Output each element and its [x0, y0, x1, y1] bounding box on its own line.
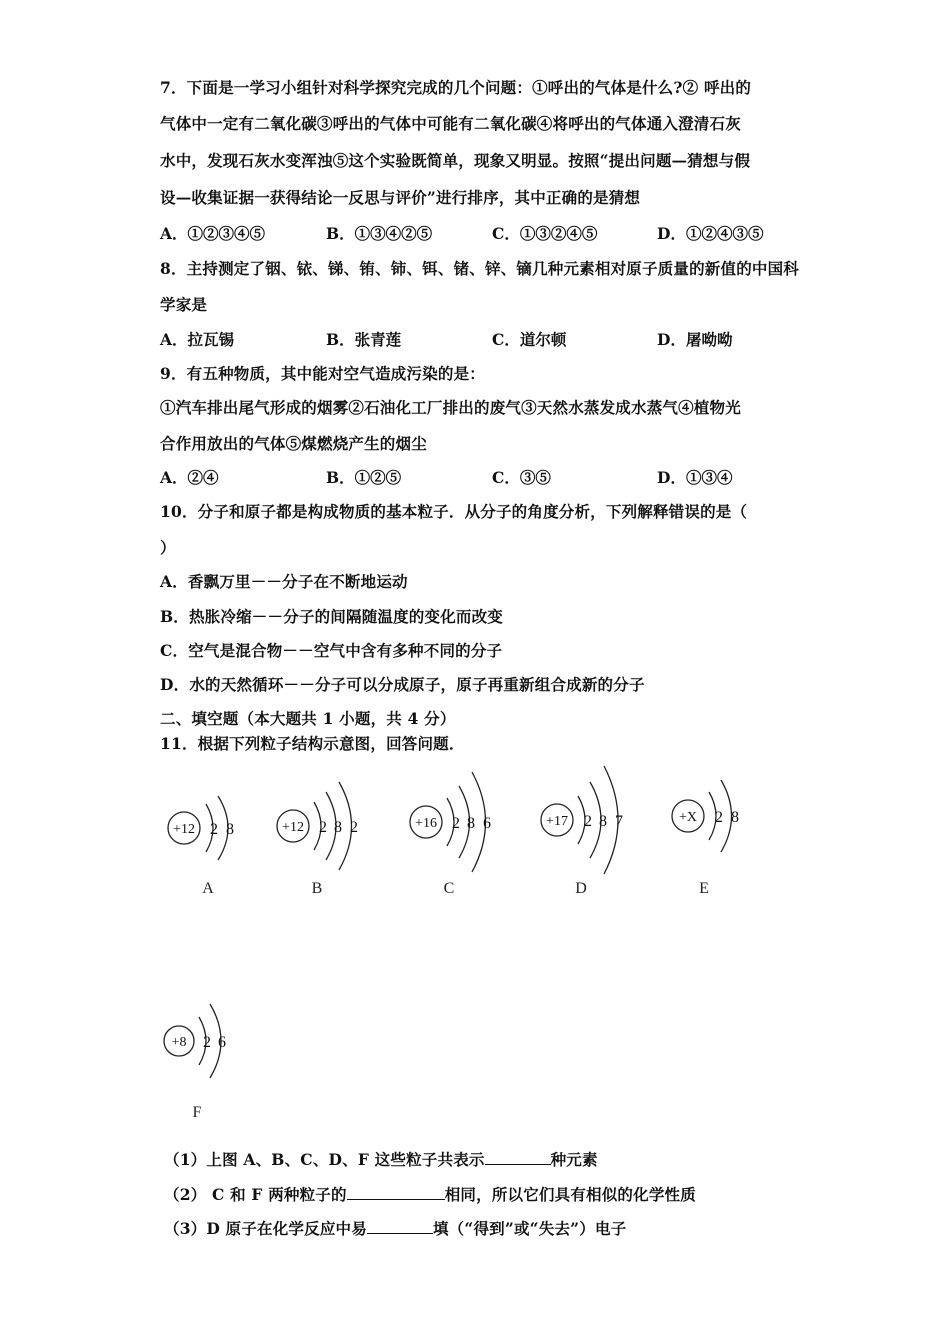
q7-line-2: 气体中一定有二氧化碳③呼出的气体中可能有二氧化碳④将呼出的气体通入澄清石灰 [160, 114, 741, 133]
q11-sub-1 [164, 1148, 598, 1170]
q11-sub-3 [164, 1217, 626, 1239]
atom-diagram-c [410, 772, 491, 897]
electrons-c-3: 6 [483, 815, 491, 832]
q7-option-d: D．①②④③⑤ [657, 224, 764, 243]
electrons-b-2: 8 [334, 819, 342, 836]
nucleus-f: +8 [171, 1035, 187, 1050]
label-e: E [699, 880, 709, 897]
atom-structure-diagrams [150, 760, 790, 1140]
electrons-d-1: 2 [584, 813, 592, 830]
label-c: C [443, 880, 455, 897]
q7-line-4: 设—收集证据一获得结论一反思与评价”进行排序，其中正确的是猜想 [160, 188, 641, 207]
q8-line-1: 8．主持测定了铟、铱、锑、铕、铈、铒、锗、锌、镝几种元素相对原子质量的新值的中国科 [160, 259, 799, 278]
electrons-e-1: 2 [715, 809, 723, 826]
electrons-f-2: 6 [218, 1034, 226, 1051]
electrons-d-2: 8 [599, 813, 607, 830]
q10-option-b: B．热胀冷缩－－分子的间隔随温度的变化而改变 [160, 607, 504, 626]
q9-option-c: C．③⑤ [492, 468, 551, 487]
q8-options [160, 328, 800, 350]
q9-line-1: 9．有五种物质，其中能对空气造成污染的是： [160, 364, 485, 383]
label-d: D [575, 880, 587, 897]
label-b: B [311, 880, 323, 897]
q11-sub-1-text-a: （1）上图 A、B、C、D、F 这些粒子共表示 [164, 1150, 485, 1169]
q11-sub-1-text-b: 种元素 [550, 1150, 598, 1169]
electrons-a-1: 2 [210, 821, 218, 838]
electrons-e-2: 8 [731, 809, 739, 826]
section-2-heading: 二、填空题（本大题共 1 小题，共 4 分） [160, 709, 456, 728]
q10-option-a: A．香飘万里－－分子在不断地运动 [160, 572, 408, 591]
q7-option-a: A．①②③④⑤ [160, 224, 266, 243]
electrons-d-3: 7 [615, 813, 623, 830]
q7-line-3: 水中，发现石灰水变浑浊⑤这个实验既简单，现象又明显。按照“提出问题—猜想与假 [160, 151, 751, 170]
q11-sub-2-text-a: （2） C 和 F 两种粒子的 [164, 1185, 347, 1204]
q10-line-1: 10．分子和原子都是构成物质的基本粒子．从分子的角度分析，下列解释错误的是（ [160, 502, 748, 521]
atom-diagram-e [672, 780, 739, 897]
q11-sub-2-text-b: 相同，所以它们具有相似的化学性质 [444, 1185, 696, 1204]
nucleus-d: +17 [546, 814, 568, 829]
q9-line-2: ①汽车排出尾气形成的烟雾②石油化工厂排出的废气③天然水蒸发成水蒸气④植物光 [160, 398, 741, 417]
nucleus-a: +12 [173, 822, 195, 837]
q7-options [160, 222, 800, 244]
q10-line-2: ） [160, 538, 176, 557]
q8-option-b: B．张青莲 [326, 330, 402, 349]
electrons-f-1: 2 [203, 1034, 211, 1051]
q11-sub-1-blank[interactable] [485, 1150, 551, 1165]
q8-line-2: 学家是 [160, 295, 208, 314]
q9-option-b: B．①②⑤ [326, 468, 402, 487]
q8-option-a: A．拉瓦锡 [160, 330, 235, 349]
label-f: F [192, 1104, 202, 1121]
electrons-b-1: 2 [319, 819, 327, 836]
q9-option-d: D．①③④ [657, 468, 733, 487]
atom-diagram-b [277, 782, 358, 897]
q11-sub-3-blank[interactable] [367, 1219, 433, 1234]
electrons-c-1: 2 [452, 815, 460, 832]
q7-option-c: C．①③②④⑤ [492, 224, 598, 243]
q9-line-3: 合作用放出的气体⑤煤燃烧产生的烟尘 [160, 434, 427, 453]
q7-line-1: 7．下面是一学习小组针对科学探究完成的几个问题：①呼出的气体是什么?② 呼出的 [160, 78, 752, 97]
q11-sub-3-text-a: （3）D 原子在化学反应中易 [164, 1219, 367, 1238]
q10-option-d: D．水的天然循环－－分子可以分成原子，原子再重新组合成新的分子 [160, 675, 645, 694]
electrons-c-2: 8 [467, 815, 475, 832]
nucleus-b: +12 [282, 820, 304, 835]
q11-sub-2-blank[interactable] [347, 1185, 445, 1200]
q9-option-a: A．②④ [160, 468, 219, 487]
nucleus-c: +16 [415, 816, 437, 831]
q8-option-c: C．道尔顿 [492, 330, 567, 349]
q10-option-c: C．空气是混合物－－空气中含有多种不同的分子 [160, 641, 503, 660]
label-a: A [202, 880, 214, 897]
atom-diagram-f [164, 1004, 226, 1121]
electrons-a-2: 8 [226, 821, 234, 838]
q9-options [160, 466, 800, 488]
atom-diagram-d [541, 766, 623, 897]
q11-sub-2 [164, 1183, 696, 1205]
q7-option-b: B．①③④②⑤ [326, 224, 433, 243]
nucleus-e: +X [678, 810, 698, 825]
q11-sub-3-text-b: 填（“得到”或“失去”）电子 [432, 1219, 627, 1238]
q8-option-d: D．屠呦呦 [657, 330, 733, 349]
electrons-b-3: 2 [350, 819, 358, 836]
atom-diagram-a [168, 796, 234, 897]
q11-stem: 11．根据下列粒子结构示意图，回答问题． [160, 734, 465, 753]
